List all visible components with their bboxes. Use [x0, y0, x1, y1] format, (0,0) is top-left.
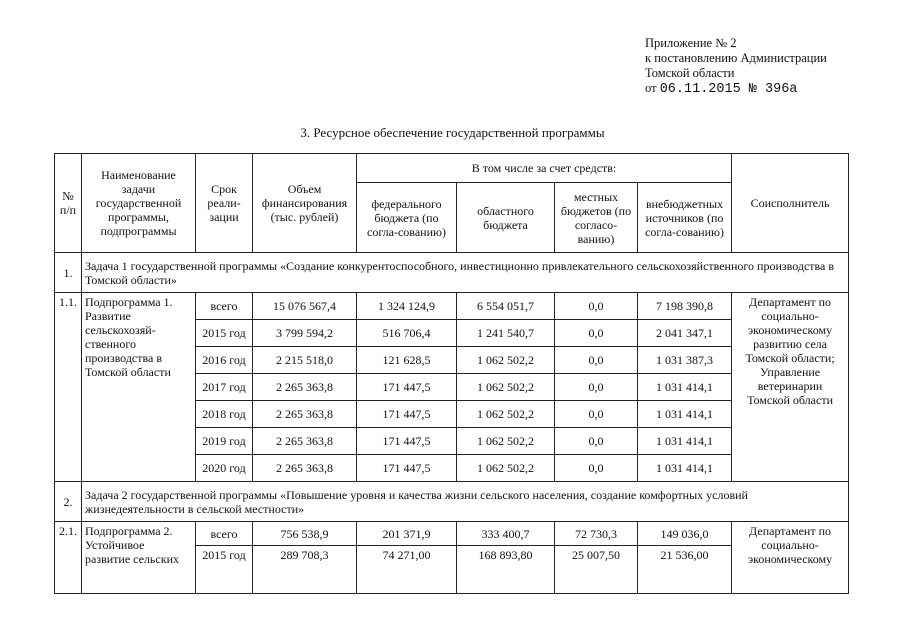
header-federal: федерального бюджета (по согла-сованию)	[357, 183, 457, 253]
federal-cell: 516 706,4	[357, 320, 457, 347]
term-cell: 2016 год	[196, 347, 253, 374]
appendix-date-prefix: от	[645, 81, 660, 95]
table-row	[55, 522, 849, 546]
task-2-text: Задача 2 государственной программы «Повышение уровня и качества жизни сельского населения, создание комфортных условий жизнедеятельности в сельской местности»	[82, 482, 849, 522]
term-cell: всего	[196, 293, 253, 320]
section-title: 3. Ресурсное обеспечение государственной программы	[300, 125, 605, 140]
volume-cell: 2 215 518,0	[253, 347, 357, 374]
extra-cell: 1 031 387,3	[638, 347, 732, 374]
task-2-row	[55, 482, 849, 522]
term-cell: 2019 год	[196, 428, 253, 455]
term-cell: 2015 год	[196, 320, 253, 347]
header-row-1	[55, 154, 849, 183]
term-cell: 2020 год	[196, 455, 253, 482]
regional-cell: 6 554 051,7	[457, 293, 555, 320]
task-1-row	[55, 253, 849, 293]
regional-cell: 1 062 502,2	[457, 401, 555, 428]
extra-cell: 21 536,00	[638, 546, 732, 594]
term-cell: 2018 год	[196, 401, 253, 428]
extra-cell: 1 031 414,1	[638, 428, 732, 455]
term-cell: 2017 год	[196, 374, 253, 401]
task-1-text: Задача 1 государственной программы «Создание конкурентоспособного, инвестиционно привлекательного сельскохозяйственного производства в Томской области»	[82, 253, 849, 293]
extra-cell: 1 031 414,1	[638, 401, 732, 428]
federal-cell: 171 447,5	[357, 401, 457, 428]
term-cell: 2015 год	[196, 546, 253, 594]
header-including: В том числе за счет средств:	[357, 154, 732, 183]
federal-cell: 171 447,5	[357, 455, 457, 482]
regional-cell: 1 241 540,7	[457, 320, 555, 347]
volume-cell: 2 265 363,8	[253, 374, 357, 401]
appendix-line-3: Томской области	[645, 66, 735, 80]
local-cell: 0,0	[555, 293, 638, 320]
sub-1-coexec: Департамент по социально-экономическому развитию села Томской области; Управление ветеринарии Томской области	[732, 293, 849, 482]
volume-cell: 2 265 363,8	[253, 428, 357, 455]
sub-2-coexec: Департамент по социально-экономическому	[732, 522, 849, 594]
header-extra: внебюджетных источников (по согла-сованию)	[638, 183, 732, 253]
header-volume: Объем финансирования (тыс. рублей)	[253, 154, 357, 253]
federal-cell: 74 271,00	[357, 546, 457, 594]
local-cell: 0,0	[555, 320, 638, 347]
extra-cell: 2 041 347,1	[638, 320, 732, 347]
extra-cell: 1 031 414,1	[638, 374, 732, 401]
regional-cell: 1 062 502,2	[457, 374, 555, 401]
local-cell: 0,0	[555, 347, 638, 374]
sub-2-num: 2.1.	[55, 522, 82, 594]
extra-cell: 149 036,0	[638, 522, 732, 546]
local-cell: 72 730,3	[555, 522, 638, 546]
task-2-num: 2.	[55, 482, 82, 522]
volume-cell: 289 708,3	[253, 546, 357, 594]
volume-cell: 756 538,9	[253, 522, 357, 546]
task-1-num: 1.	[55, 253, 82, 293]
local-cell: 25 007,50	[555, 546, 638, 594]
header-regional: областного бюджета	[457, 183, 555, 253]
regional-cell: 1 062 502,2	[457, 455, 555, 482]
regional-cell: 1 062 502,2	[457, 347, 555, 374]
header-num: № п/п	[55, 154, 82, 253]
term-cell: всего	[196, 522, 253, 546]
volume-cell: 3 799 594,2	[253, 320, 357, 347]
local-cell: 0,0	[555, 428, 638, 455]
regional-cell: 1 062 502,2	[457, 428, 555, 455]
appendix-date-value: 06.11.2015 № 396а	[659, 82, 798, 97]
federal-cell: 121 628,5	[357, 347, 457, 374]
appendix-block	[645, 36, 827, 97]
local-cell: 0,0	[555, 455, 638, 482]
sub-2-name: Подпрограмма 2. Устойчивое развитие сельских	[82, 522, 196, 594]
federal-cell: 201 371,9	[357, 522, 457, 546]
appendix-date	[645, 81, 827, 97]
regional-cell: 333 400,7	[457, 522, 555, 546]
federal-cell: 171 447,5	[357, 428, 457, 455]
resource-table	[54, 153, 849, 594]
header-coexec: Соисполнитель	[732, 154, 849, 253]
federal-cell: 1 324 124,9	[357, 293, 457, 320]
sub-1-num: 1.1.	[55, 293, 82, 482]
header-local: местных бюджетов (по согласо-ванию)	[555, 183, 638, 253]
header-name: Наименование задачи государственной программы, подпрограммы	[82, 154, 196, 253]
appendix-line-2: к постановлению Администрации	[645, 51, 827, 65]
extra-cell: 7 198 390,8	[638, 293, 732, 320]
extra-cell: 1 031 414,1	[638, 455, 732, 482]
sub-1-name: Подпрограмма 1. Развитие сельскохозяй-ственного производства в Томской области	[82, 293, 196, 482]
volume-cell: 2 265 363,8	[253, 455, 357, 482]
header-term: Срок реали-зации	[196, 154, 253, 253]
table-row	[55, 293, 849, 320]
federal-cell: 171 447,5	[357, 374, 457, 401]
volume-cell: 15 076 567,4	[253, 293, 357, 320]
appendix-line-1: Приложение № 2	[645, 36, 737, 50]
local-cell: 0,0	[555, 374, 638, 401]
volume-cell: 2 265 363,8	[253, 401, 357, 428]
regional-cell: 168 893,80	[457, 546, 555, 594]
local-cell: 0,0	[555, 401, 638, 428]
